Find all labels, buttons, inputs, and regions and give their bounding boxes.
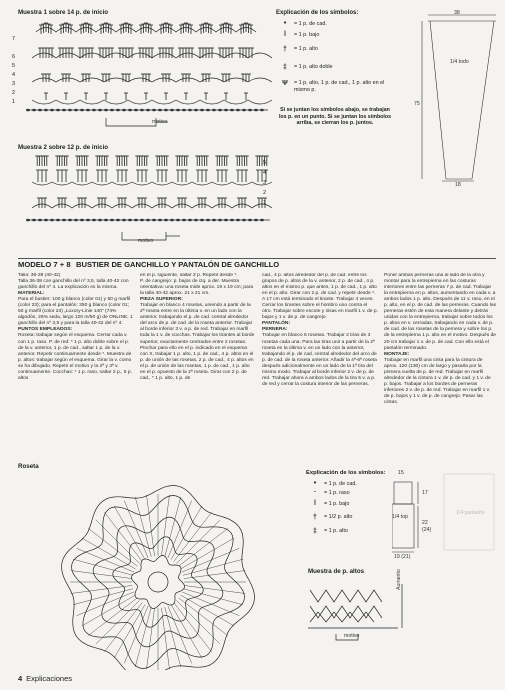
rosette-spoke: [161, 608, 169, 669]
sample1-motif-label: motivo: [152, 119, 168, 125]
sample1-title: Muestra 1 sobre 14 p. de inicio: [18, 9, 109, 16]
chain-icon: •: [313, 480, 317, 487]
symbol-row: Ψ = 1 p. alto, 1 p. de cad., 1 p. alto en el mismo p.: [276, 76, 401, 98]
symbols-bottom-title: Explicación de los símbolos:: [306, 470, 386, 476]
schematic-top-width: 38: [454, 10, 460, 16]
rosette-spoke: [182, 548, 239, 572]
schematic-top-bottom: 18: [455, 182, 461, 188]
row-label: 1: [263, 200, 267, 206]
symbol-row: ‡ = 1 p. alto: [306, 524, 386, 538]
rosette-spoke: [171, 506, 202, 560]
rosette-spoke: [82, 538, 136, 569]
rosette-spoke: [73, 559, 133, 575]
rosette-spoke: [161, 495, 169, 556]
schematic-bottom-width: 19 (21): [394, 554, 411, 560]
rosette-spoke: [77, 548, 134, 572]
rosette-spoke: [184, 585, 245, 593]
sample1-diagram: [18, 18, 276, 136]
half-double-crochet-icon: †: [313, 513, 317, 521]
symbol-row: · = 1 p. raso: [306, 488, 386, 497]
footer-label: Explicaciones: [26, 674, 73, 683]
symbol-row: † = 1/2 p. alto: [306, 510, 386, 524]
row-label: 3: [12, 81, 16, 87]
rosette-spoke: [168, 501, 192, 558]
section-title-bar: [18, 258, 496, 270]
text-column-4: Poner ambas perneras una al lado de la otra y montar para la entrepierna en las costuras interiores entre las perneras 7 p. de cad. Trabajar la entrepierna en p. altos, aumentando en cada v. a ambos lados 1 p. alto. Después de 11 v. raso, en el p. alto, en el p. de cad. de las perneras. Cuando las perneras estén de esta manera delante y detrás unidas con la entrepierna, trabajar sobre todos los p. altos en v. cerradas, trabajando en cada v. de p. de cad. de las rosetas de la pernera y sobre los p. de la entrepierna 1 p. alto en el motivo. Después de 20 cm trabajar 1 v. de p. de cad. Con ello está el pantalón terminado. MONTAJE: Trabajar en marfil una cinta para la cintura de aprox. 120 (130) cm de largo y pasarla por la primera vuelta de p. de red. Trabajar en marfil alrededor de la cintura 1 v. de p. de cad. y 1 v. de p. bajos. Trabajar a los bordes de perneras inferiores 2 v. de p. de red. Trabajar en marfil 1 v. de p. bajos y 1 v. de p. de cangrejo. Pasar las cintas.: [384, 273, 496, 405]
rosette-spoke: [165, 497, 181, 557]
double-crochet-icon: †: [283, 45, 287, 53]
row-label: 5: [263, 160, 267, 166]
symbol-row: † = 1 p. alto: [276, 40, 401, 58]
rosette-spoke: [71, 571, 132, 579]
text-column-1: Talla: 36-38 (40-42) Talla 36-38 con ganchillo del nº 3,5, talla 40-42 con ganchillo del nº 4. La explicación es la misma. MATERIAL: Para el bustier: 100 g blanco (color 01) y 50 g marfil (color 23); para el pantalón: 350 g blanco (color 01; 50 g marfil (color 23) „Luxory-Linie 140“ (74% algodón, 26% seda, largo 120 m/50 g) de ONLINE, 1 ganchillo del nº 3,5 y para la talla 40-42 del nº 4. PUNTOS EMPLEADOS: Roseta: trabajar según el esquema. Cerrar cada v. con 1 p. raso. P. de red: * 1 p. alto doble sobre el p. de la v. anterior, 1 p. de cad., saltar 1 p. de la v. anterior. Repetir continuamente desde *. Muestra de p. altos: trabajar según el esquema. Girar la v. como se ha dibujado. Repetir el motivo y la 2ª y 3ª v. continuamente. Cocchas: * 1 p. raso, saltar 2 p., 5 p. altos: [18, 273, 133, 381]
schematic-top: [412, 9, 498, 189]
rosette-spoke: [124, 501, 148, 558]
symbol-row: ǀ = 1 p. bajo: [306, 497, 386, 510]
rosette-spoke: [168, 606, 192, 663]
rosette-spoke: [77, 592, 134, 616]
schematic-top-label: 1/4 todo: [450, 59, 469, 65]
section-title: BUSTIER DE GANCHILLO Y PANTALÓN DE GANCHILLO: [76, 260, 280, 269]
symbol-row: ‡ = 1 p. alto doble: [276, 58, 401, 76]
row-label: 5: [12, 63, 16, 69]
row-label: 4: [263, 170, 267, 176]
v-stitch-icon: Ψ: [282, 80, 288, 87]
rosette-spoke: [124, 606, 148, 663]
rosette-spoke: [165, 607, 181, 667]
row-label: 4: [12, 72, 16, 78]
row-label: 6: [12, 54, 16, 60]
schematic-bottom-label: 1/4 top: [392, 514, 408, 520]
rosette-spoke: [71, 585, 132, 593]
row-label: 2: [12, 90, 16, 96]
rosette-spoke: [135, 497, 151, 557]
symbols-top: [276, 10, 401, 127]
rosette-spoke: [174, 603, 212, 652]
rosette-spoke: [73, 589, 133, 605]
sample2-motif-label: motivo: [138, 238, 154, 244]
rosette-spoke: [147, 495, 155, 556]
rosette-spoke: [147, 608, 155, 669]
double-crochet-icon: ‡: [313, 527, 317, 535]
symbol-row: • = 1 p. de cad.: [306, 479, 386, 488]
symbols-bottom: [306, 470, 386, 538]
schematic-bottom-h2: 22: [422, 520, 428, 526]
chain-icon: •: [283, 20, 287, 27]
rosette-spoke: [184, 571, 245, 579]
sample2-row-labels: [263, 158, 266, 208]
single-crochet-icon: ǀ: [314, 500, 316, 507]
sample-p-altos-motif: motivo: [344, 633, 360, 639]
rosette-spoke: [182, 592, 239, 616]
row-label: 2: [263, 190, 267, 196]
symbol-row: ǀ = 1 p. bajo: [276, 29, 401, 40]
schematic-bottom: [392, 470, 498, 562]
sample1-row-labels: [12, 53, 15, 107]
row-label: 3: [263, 180, 267, 186]
rosette-spoke: [135, 607, 151, 667]
page-footer: [18, 674, 72, 683]
schematic-bottom-top: 15: [398, 470, 404, 476]
schematic-bottom-h2b: (24): [422, 527, 432, 533]
rosette-spoke: [181, 595, 235, 626]
sample2-title: Muestra 2 sobre 12 p. de inicio: [18, 144, 109, 151]
rosette-ring: [148, 572, 168, 592]
treble-crochet-icon: ‡: [283, 63, 287, 71]
symbols-top-title: Explicación de los símbolos:: [276, 10, 359, 16]
rosette-title: Roseta: [18, 463, 39, 470]
text-column-3: cad., 4 p. altos alrededor del p. de cad. entre los grupos de p. altos de la v. anterior, 2 p. de cad., 4 p. altos en el mismo p. que antes, 1 p. de cad., 1 p. alto en el p. alto. Girar con 2 p. de cad. y repetir desde *. A 17 cm está terminado el tirante. Trabajar 4 veces. Cerrar los tirantes sobre el hombro uno contra el otro. Trabajar sobre escote y sisas en marfil 1 v. de p. bajos y 1 v. de p. de cangrejo. PANTALÓN: PERNERA: Trabajar en blanco 6 rosetas. Trabajar 2 tiras de 3 rosetas cada una. Para las tiras unir a partir de la 2ª roseta en la última v. en un lado con la anterior, trabajando el p. de cad. central alrededor del arco de p. de cad. de la roseta anterior. Añadir la 4ª-6ª roseta después adicionalmente en un lado de la 1ª tira del mismo modo. Trabajar al borde inferior 2 v. de p. de red. Trabajar ahora a ambos lados de la tira 5 v. a p. de red y cerrar la costura interior de las perneras.: [262, 273, 378, 387]
symbols-note: Si se juntan los símbolos abajo, se trabajan los p. en un punto. Si se juntan los símbolos arriba, se cierran los p. juntos.: [278, 107, 392, 127]
slip-stitch-icon: ·: [313, 489, 317, 496]
text-column-2: en el p. siguiente, saltar 2 p. Repetir desde *. P. de cangrejo: p. bajos de izq. a der. Muestra orientativa: una roseta mide aprox. 19 x 19 cm; para la talla 40-42 aprox. 21 x 21 cm. PIEZA SUPERIOR: Trabajar en blanco 4 rosetas, uniendo a partir de la 2ª roseta entre en la última v. en un lado con la anterior, trabajando el p. de cad. central alrededor del arco de p. de cad. de la roseta anterior. Trabajar al borde inferior 3 v. a p. de red. Trabajar en marfil toda la 1 v. de cocchas. Trabajar los tirantes al borde superior, exactamente centrados entre 2 rosetas. Pinchar para ello en el p. indicado en el esquema con X, trabajar 1 p. alto, 1 p. de cad., 4 p. altos en el p. de unión de las rosetas, 2 p. de cad., 4 p. altos en el p. de unión de las rosetas, 1 p. de cad., 1 p. alto en el p. opuesto de la 2ª roseta. Girar con 2 p. de cad., * 1 p. alto, 1 p. de: [140, 273, 255, 381]
model-number: MODELO 7 + 8: [18, 260, 71, 269]
rosette-spoke: [183, 559, 243, 575]
rosette-spoke: [179, 528, 228, 566]
schematic-bottom-panel-label: 1/4 pantalón: [456, 510, 485, 516]
single-crochet-icon: ǀ: [284, 31, 286, 38]
page-number: 4: [18, 674, 23, 683]
sample-p-altos-side: Aumento: [396, 569, 402, 590]
sample2-diagram: [18, 152, 276, 252]
schematic-top-height: 75: [414, 101, 420, 107]
rosette-spoke: [88, 598, 137, 636]
sample-p-altos-title: Muestra de p. altos: [308, 568, 365, 575]
row-label: 1: [12, 99, 16, 105]
rosette-spoke: [104, 512, 142, 561]
symbol-row: • = 1 p. de cad.: [276, 18, 401, 29]
sample1-row-7: 7: [12, 36, 16, 42]
sample-p-altos-diagram: [306, 578, 410, 655]
schematic-bottom-h1: 17: [422, 490, 428, 496]
rosette-spoke: [114, 605, 145, 659]
rosette-diagram: [18, 470, 298, 675]
rosette-spoke: [183, 589, 243, 605]
